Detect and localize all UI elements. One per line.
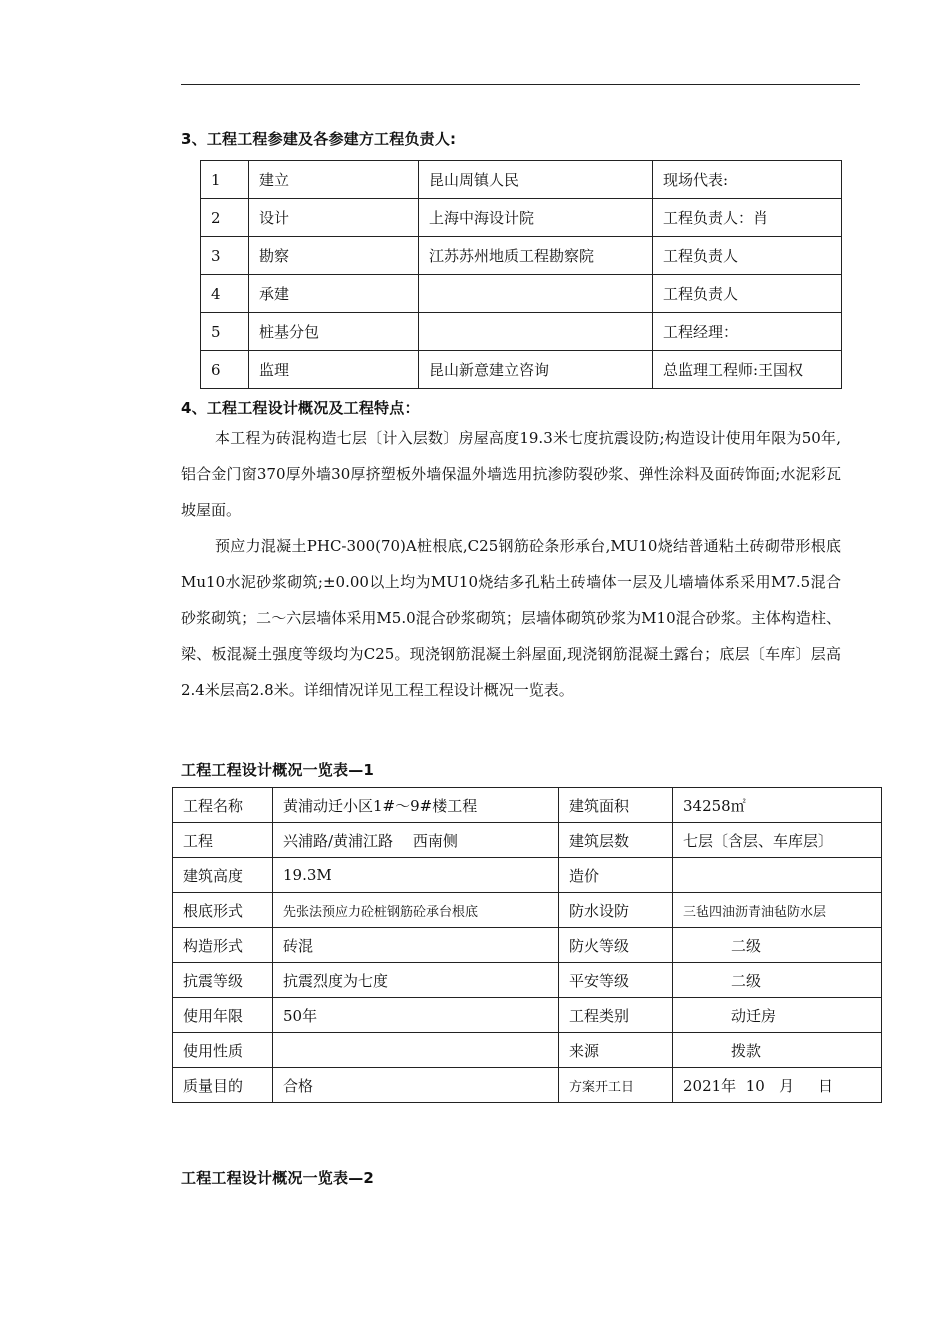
field-label: 构造形式: [173, 928, 273, 963]
field-label: 抗震等级: [173, 963, 273, 998]
design-overview-paragraph: 本工程为砖混构造七层〔计入层数〕房屋高度19.3米七度抗震设防;构造设计使用年限为50年,铝合金门窗370厚外墙30厚挤塑板外墙保温外墙选用抗渗防裂砂浆、弹性涂料及面砖饰面;水泥彩瓦坡屋面。: [181, 429, 841, 519]
field-value: 二级: [673, 963, 882, 998]
party-contact: 工程经理：: [653, 313, 842, 351]
field-value: 抗震烈度为七度: [273, 963, 559, 998]
table-row: [201, 351, 842, 389]
table-row: [201, 237, 842, 275]
party-role: 承建: [249, 275, 419, 313]
field-value: [273, 1033, 559, 1068]
field-label: 工程: [173, 823, 273, 858]
field-label: 防水设防: [559, 893, 673, 928]
field-value: 兴浦路/黄浦江路 西南侧: [273, 823, 559, 858]
section-3-heading: 3、工程工程参建及各参建方工程负责人:: [181, 130, 457, 148]
party-contact: 工程负责人: [653, 237, 842, 275]
table-row: [173, 858, 882, 893]
overview-table-2-title: 工程工程设计概况一览表—2: [181, 1169, 375, 1187]
party-name: 昆山新意建立咨询: [419, 351, 653, 389]
field-value: 动迁房: [673, 998, 882, 1033]
party-role: 监理: [249, 351, 419, 389]
table-row: [173, 823, 882, 858]
party-contact: 工程负责人：肖: [653, 199, 842, 237]
field-label: 建筑高度: [173, 858, 273, 893]
field-label: 工程名称: [173, 788, 273, 823]
field-label: 平安等级: [559, 963, 673, 998]
field-label: 造价: [559, 858, 673, 893]
field-label: 方案开工日: [559, 1068, 673, 1103]
row-number: 6: [201, 351, 249, 389]
table-row: [173, 893, 882, 928]
table-row: [173, 998, 882, 1033]
field-value: [673, 858, 882, 893]
row-number: 5: [201, 313, 249, 351]
field-value: 2021年 10 月 日: [673, 1068, 882, 1103]
field-label: 防火等级: [559, 928, 673, 963]
party-name: [419, 275, 653, 313]
party-name: [419, 313, 653, 351]
field-label: 使用性质: [173, 1033, 273, 1068]
field-label: 来源: [559, 1033, 673, 1068]
party-role: 建立: [249, 161, 419, 199]
table-row: [201, 161, 842, 199]
table-row: [173, 1068, 882, 1103]
field-label: 质量目的: [173, 1068, 273, 1103]
field-label: 建筑面积: [559, 788, 673, 823]
field-label: 根底形式: [173, 893, 273, 928]
participants-table: [200, 160, 842, 389]
party-role: 设计: [249, 199, 419, 237]
field-label: 工程类别: [559, 998, 673, 1033]
field-value: 19.3M: [273, 858, 559, 893]
party-contact: 总监理工程师:王国权: [653, 351, 842, 389]
table-row: [173, 928, 882, 963]
overview-table-1-title: 工程工程设计概况一览表—1: [181, 761, 375, 779]
party-name: 昆山周镇人民: [419, 161, 653, 199]
party-name: 上海中海设计院: [419, 199, 653, 237]
table-row: [173, 788, 882, 823]
party-role: 桩基分包: [249, 313, 419, 351]
row-number: 4: [201, 275, 249, 313]
field-value: 合格: [273, 1068, 559, 1103]
field-value: 三毡四油沥青油毡防水层: [673, 893, 882, 928]
structure-paragraph: 预应力混凝土PHC-300(70)A桩根底,C25钢筋砼条形承台,MU10烧结普通粘土砖砌带形根底Mu10水泥砂浆砌筑;±0.00以上均为MU10烧结多孔粘土砖墙体一层及儿墙墙体系采用M7.5混合砂浆砌筑；二～六层墙体采用M5.0混合砂浆砌筑；层墙体砌筑砂浆为M10混合砂浆。主体构造柱、梁、板混凝土强度等级均为C25。现浇钢筋混凝土斜屋面,现浇钢筋混凝土露台；底层〔车库〕层高2.4米层高2.8米。详细情况详见工程工程设计概况一览表。: [181, 537, 841, 699]
field-value: 拨款: [673, 1033, 882, 1068]
field-value: 二级: [673, 928, 882, 963]
field-value: 34258㎡: [673, 788, 882, 823]
table-row: [201, 199, 842, 237]
field-value: 先张法预应力砼桩钢筋砼承台根底: [273, 893, 559, 928]
table-row: [201, 313, 842, 351]
field-label: 使用年限: [173, 998, 273, 1033]
party-contact: 现场代表:: [653, 161, 842, 199]
field-value: 砖混: [273, 928, 559, 963]
party-name: 江苏苏州地质工程勘察院: [419, 237, 653, 275]
field-value: 黄浦动迁小区1#～9#楼工程: [273, 788, 559, 823]
overview-table-1: [172, 787, 882, 1103]
section-4-heading: 4、工程工程设计概况及工程特点：: [181, 399, 420, 417]
party-contact: 工程负责人: [653, 275, 842, 313]
table-row: [173, 963, 882, 998]
field-value: 七层〔含层、车库层〕: [673, 823, 882, 858]
table-row: [201, 275, 842, 313]
field-value: 50年: [273, 998, 559, 1033]
table-row: [173, 1033, 882, 1068]
row-number: 2: [201, 199, 249, 237]
party-role: 勘察: [249, 237, 419, 275]
row-number: 3: [201, 237, 249, 275]
field-label: 建筑层数: [559, 823, 673, 858]
row-number: 1: [201, 161, 249, 199]
header-rule: [181, 84, 860, 85]
